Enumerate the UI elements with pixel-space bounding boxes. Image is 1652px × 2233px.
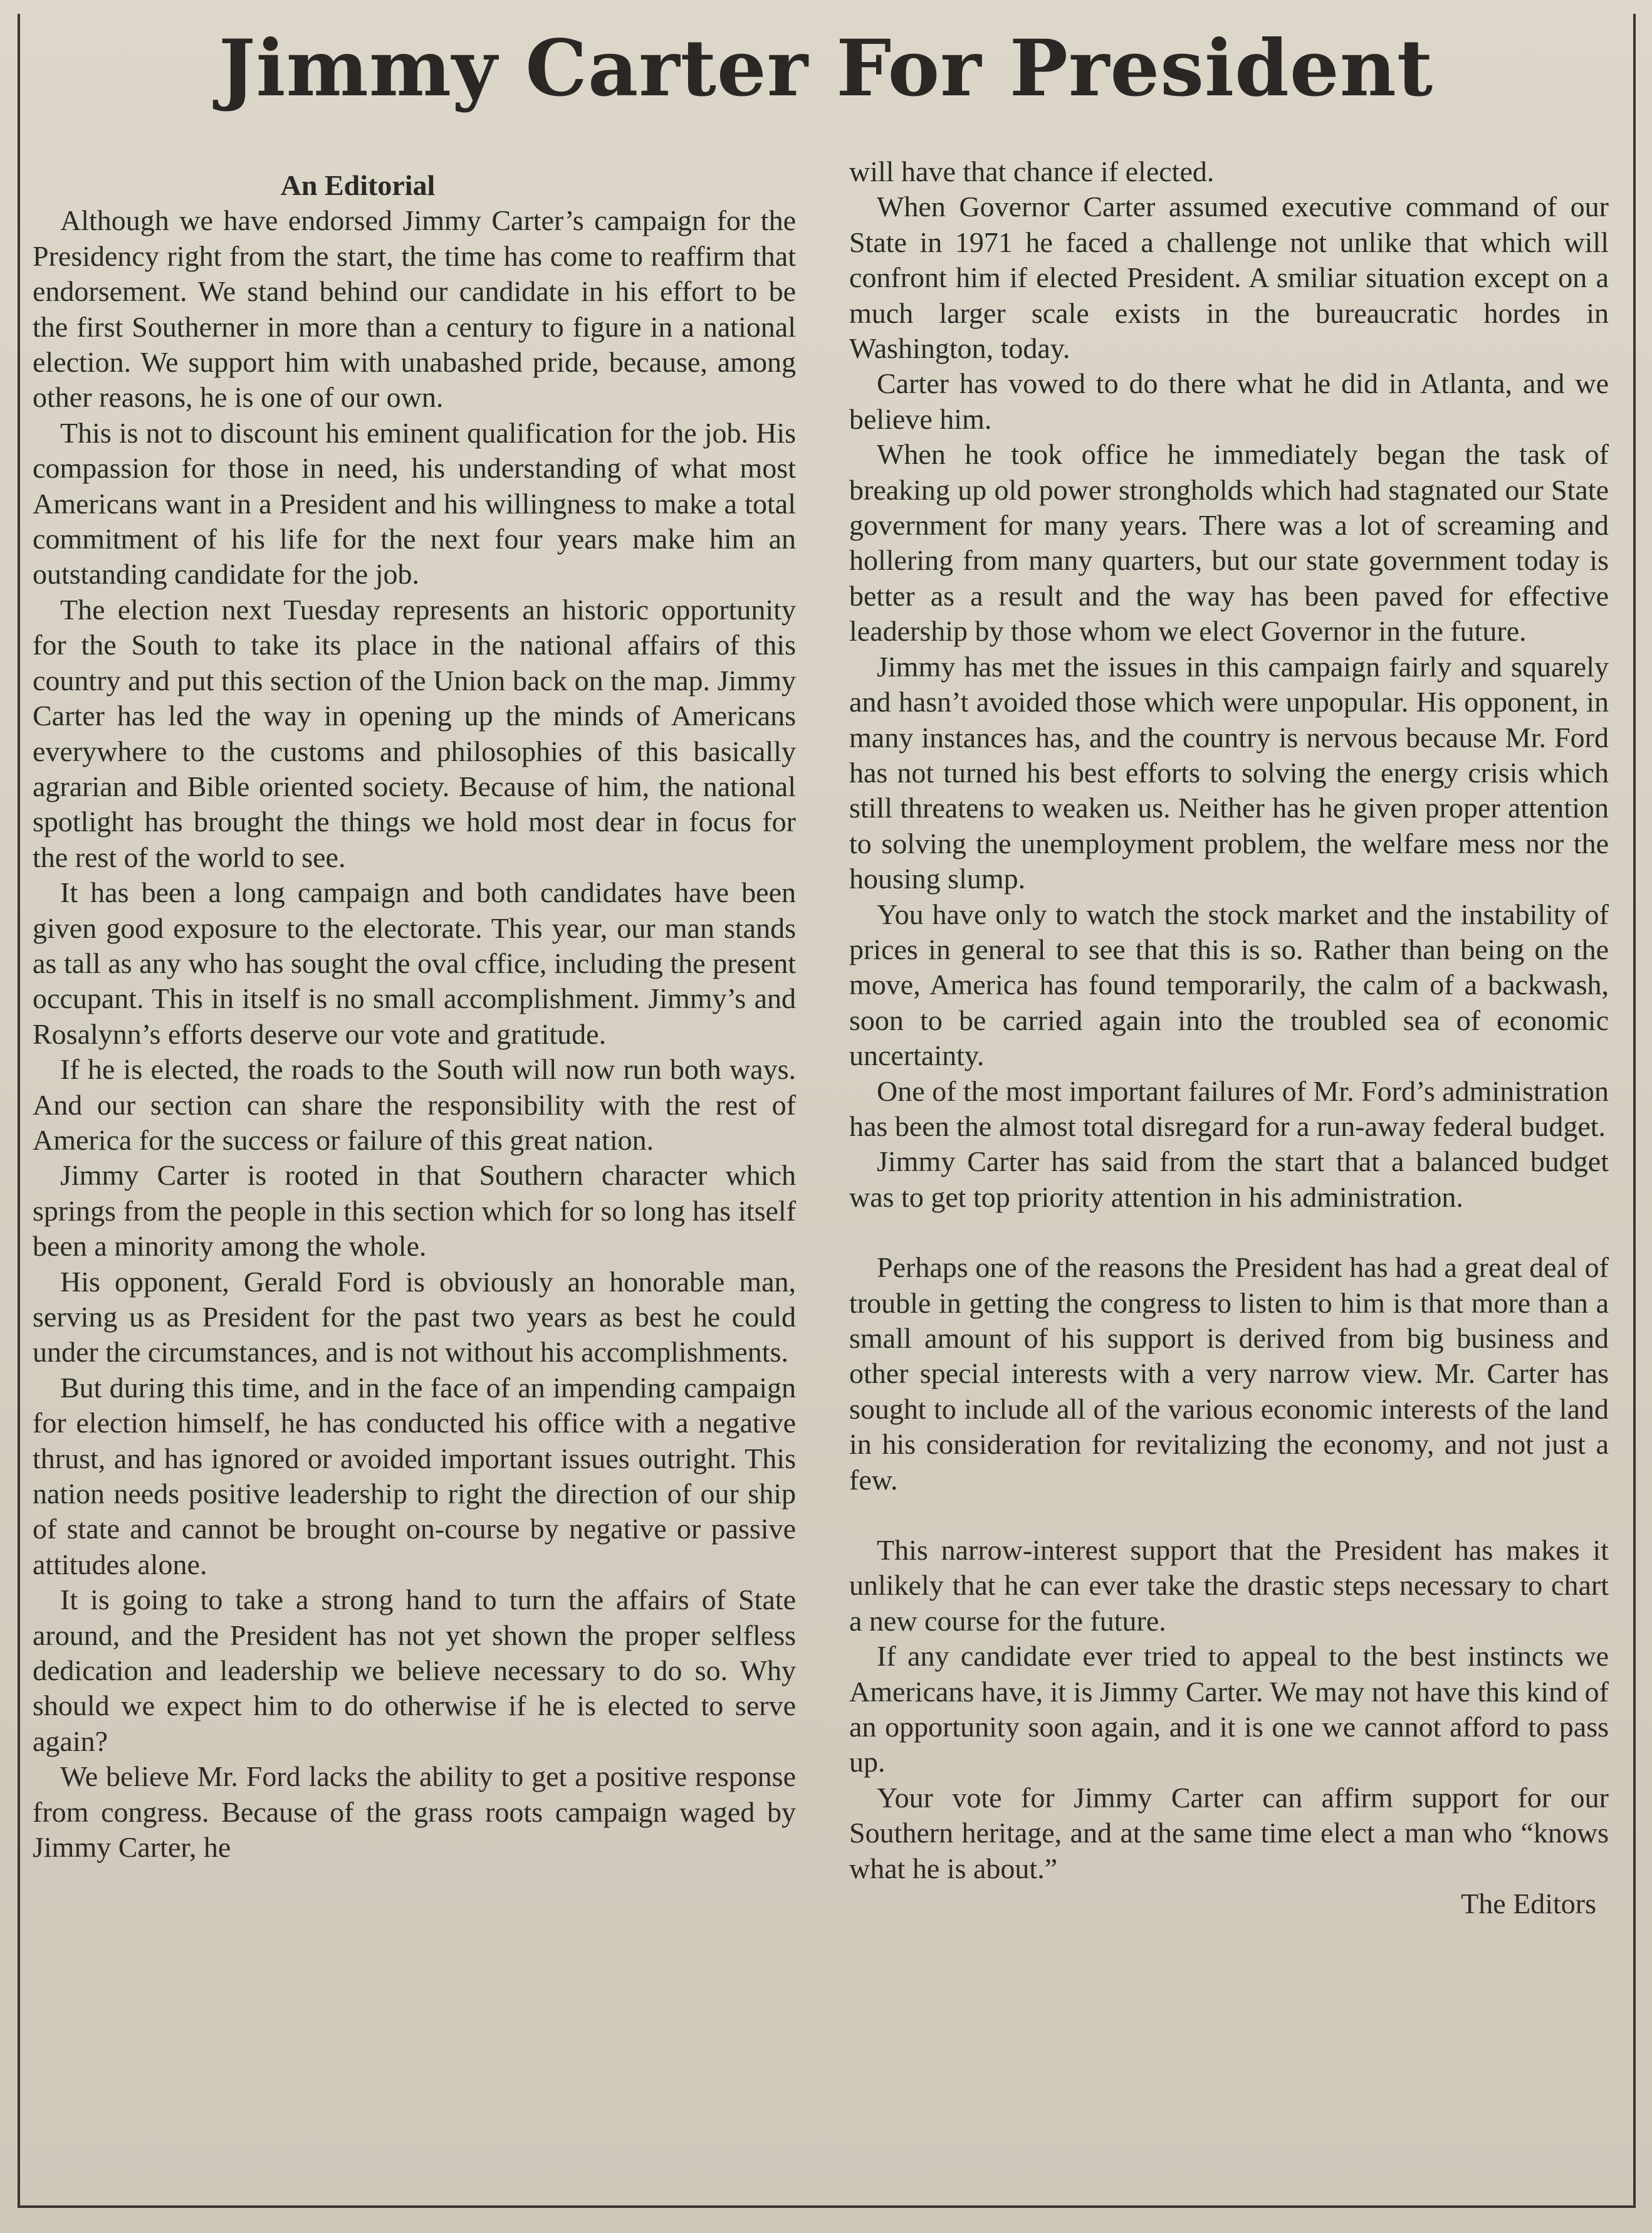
paragraph: Jimmy has met the issues in this campaign fairly and squarely and hasn’t avoided those which were unpopular. His opponent, in many instances has, and the country is nervous because Mr. Ford has not turned his best efforts to solving the energy crisis which still threatens to weaken us. Neither has he given proper attention to solving the unemployment problem, the welfare mess nor the housing slump. (849, 650, 1609, 895)
paragraph: His opponent, Gerald Ford is obviously an honorable man, serving us as President for the past two years as best he could under the circumstances, and is not without his accomplishments. (33, 1265, 796, 1369)
paragraph: Carter has vowed to do there what he did in Atlanta, and we believe him. (849, 367, 1609, 435)
paragraph: If he is elected, the roads to the South will now run both ways. And our section can share the responsibility with the rest of America for the success or failure of this great nation. (33, 1053, 796, 1156)
left-column (33, 168, 796, 1866)
paragraph: Perhaps one of the reasons the President has had a great deal of trouble in getting the congress to listen to him is that more than a small amount of his support is derived from big business and other special interests with a very narrow view. Mr. Carter has sought to include all of the various economic interests of the land in his consideration for revitalizing the economy, and not just a few. (849, 1251, 1609, 1496)
paragraph: It is going to take a strong hand to turn the affairs of State around, and the President has not yet shown the proper selfless dedication and leadership we believe necessary to do so. Why should we expect him to do otherwise if he is elected to serve again? (33, 1584, 796, 1757)
paragraph: When Governor Carter assumed executive command of our State in 1971 he faced a challenge not unlike that which will confront him if elected President. A smiliar situation except on a much larger scale exists in the bureaucratic hordes in Washington, today. (849, 191, 1609, 365)
paragraph: Jimmy Carter has said from the start that a balanced budget was to get top priority attention in his administration. (849, 1145, 1609, 1213)
paragraph: We believe Mr. Ford lacks the ability to get a positive response from congress. Because of the grass roots campaign waged by Jimmy Carter, he (33, 1760, 796, 1864)
right-column (849, 154, 1609, 1922)
paragraph: But during this time, and in the face of an impending campaign for election himself, he has conducted his office with a negative thrust, and has ignored or avoided important issues outright. This nation needs positive leadership to right the direction of our ship of state and cannot be brought on-course by negative or passive attitudes alone. (33, 1371, 796, 1580)
signature: The Editors (1461, 1888, 1596, 1920)
paragraph: This is not to discount his eminent qualification for the job. His compassion for those in need, his understanding of what most Americans want in a President and his willingness to make a total commitment of his life for the next four years make him an outstanding candidate for the job. (33, 416, 796, 591)
paragraph: This narrow-interest support that the President has makes it unlikely that he can ever take the drastic steps necessary to chart a new course for the future. (849, 1534, 1609, 1637)
paragraph: When he took office he immediately began the task of breaking up old power strongholds which had stagnated our State government for many years. There was a lot of screaming and hollering from many quarters, but our state government today is better as a result and the way has been paved for effective leadership by those whom we elect Governor in the future. (849, 438, 1609, 648)
paragraph-continuation: will have that chance if elected. (849, 155, 1215, 187)
paragraph: If any candidate ever tried to appeal to the best instincts we Americans have, it is Jimmy Carter. We may not have this kind of an opportunity soon again, and it is one we cannot afford to pass up. (849, 1640, 1609, 1779)
paragraph: Jimmy Carter is rooted in that Southern character which springs from the people in this section which for so long has itself been a minority among the whole. (33, 1159, 796, 1263)
headline: Jimmy Carter For President (218, 23, 1434, 114)
paragraph: You have only to watch the stock market and the instability of prices in general to see that this is so. Rather than being on the move, America has found temporarily, the calm of a backwash, soon to be carried again into the troubled sea of economic uncertainty. (849, 898, 1609, 1072)
paragraph: One of the most important failures of Mr. Ford’s administration has been the almost total disregard for a run-away federal budget. (849, 1074, 1609, 1142)
paragraph: It has been a long campaign and both candidates have been given good exposure to the electorate. This year, our man stands as tall as any who has sought the oval cffice, including the present occupant. This in itself is no small accomplishment. Jimmy’s and Rosalynn’s efforts deserve our vote and gratitude. (33, 876, 796, 1050)
paragraph: Your vote for Jimmy Carter can affirm support for our Southern heritage, and at the same time elect a man who “knows what he is about.” (849, 1781, 1609, 1884)
paragraph: Although we have endorsed Jimmy Carter’s campaign for the Presidency right from the start, the time has come to reaffirm that endorsement. We stand behind our candidate in his effort to be the first Southerner in more than a century to figure in a national election. We support him with unabashed pride, because, among other reasons, he is one of our own. (33, 204, 796, 414)
kicker: An Editorial (280, 169, 436, 201)
paragraph: The election next Tuesday represents an historic opportunity for the South to take its place in the national affairs of this country and put this section of the Union back on the map. Jimmy Carter has led the way in opening up the minds of Americans everywhere to the customs and philosophies of this basically agrarian and Bible oriented society. Because of him, the national spotlight has brought the things we hold most dear in focus for the rest of the world to see. (33, 593, 796, 873)
